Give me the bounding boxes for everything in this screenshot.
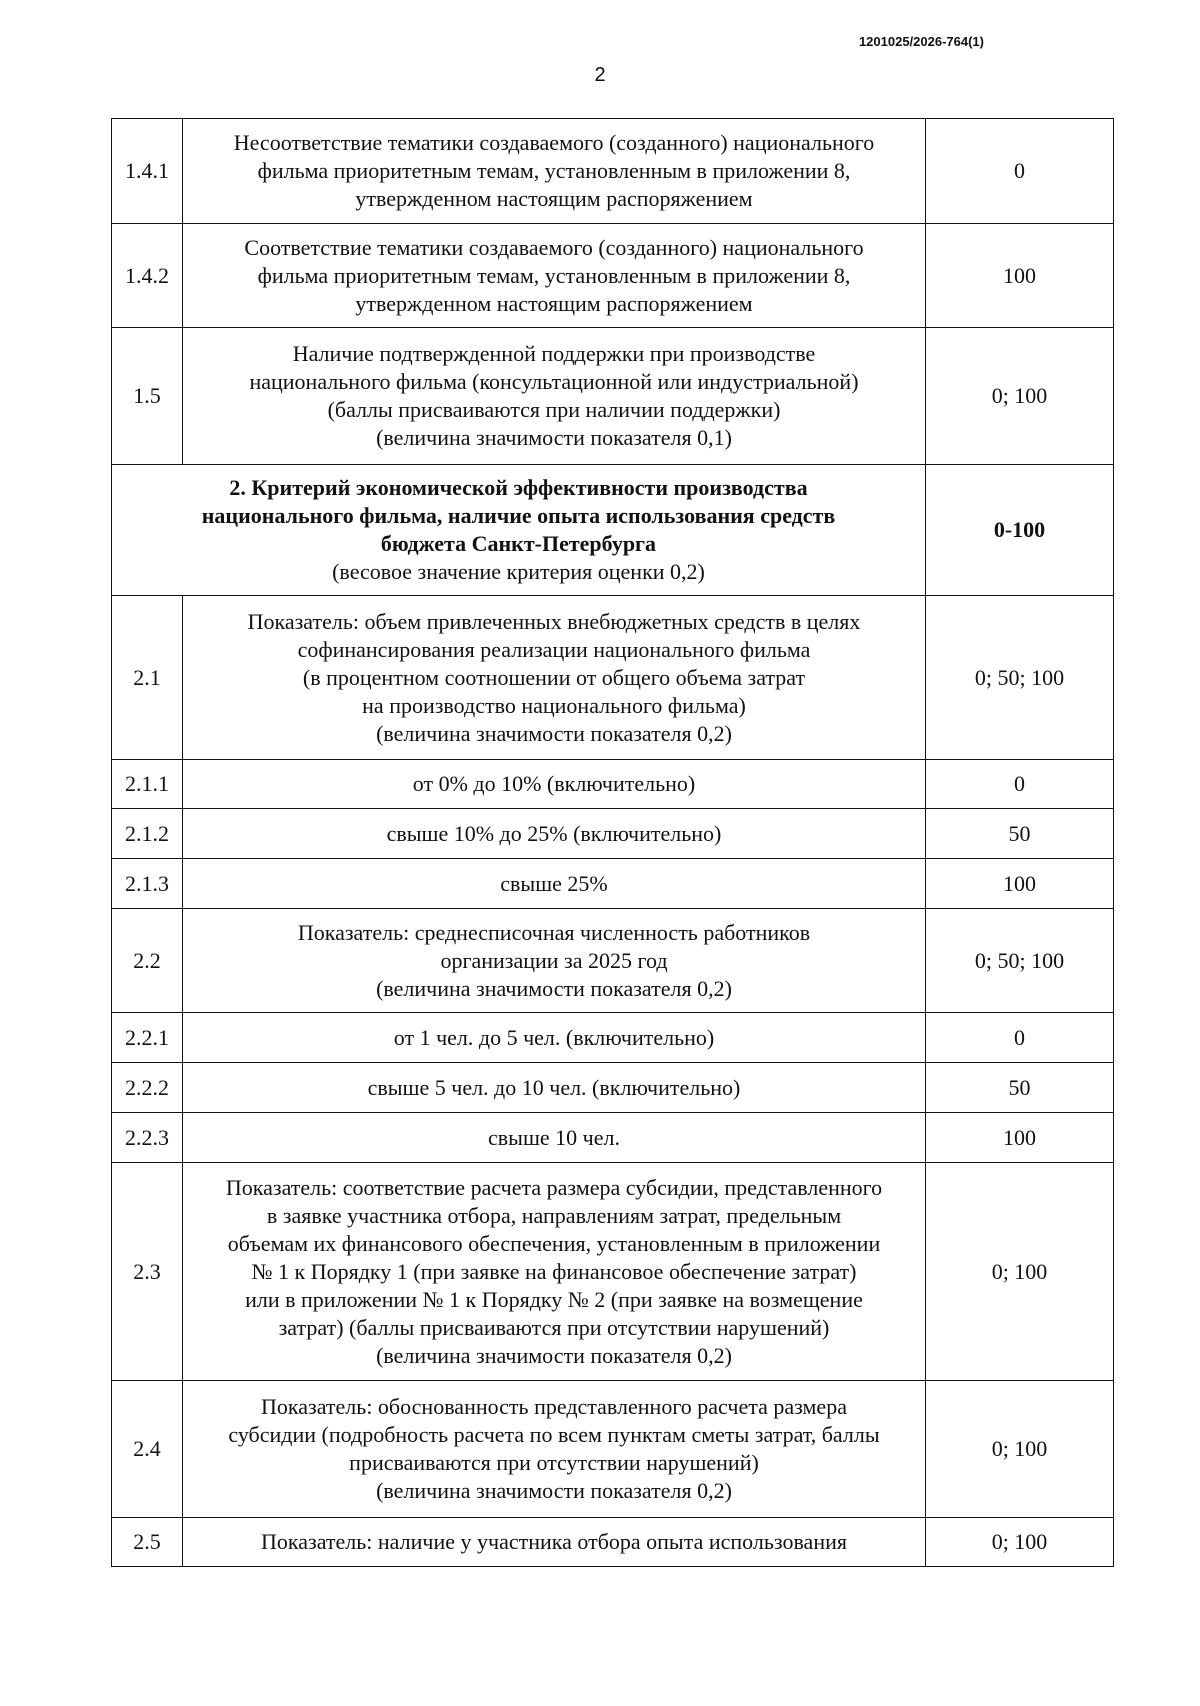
table-row <box>112 1113 1114 1163</box>
text-line: утвержденном настоящим распоряжением <box>355 186 753 211</box>
table-row <box>112 909 1114 1013</box>
text-line: Несоответствие тематики создаваемого (созданного) национального <box>233 130 875 155</box>
text-line: Показатель: соответствие расчета размера субсидии, представленного <box>225 1174 883 1200</box>
row-score: 0 <box>926 119 1114 224</box>
text-line: объемам их финансового обеспечения, установленным в приложении <box>227 1230 881 1256</box>
text-line: свыше 5 чел. до 10 чел. (включительно) <box>367 1074 741 1100</box>
text-line: от 0% до 10% (включительно) <box>412 771 696 796</box>
table-row <box>112 596 1114 760</box>
row-description <box>183 1063 926 1113</box>
text-line: фильма приоритетным темам, установленным в приложении 8, <box>257 158 851 183</box>
text-line: национального фильма (консультационной или индустриальной) <box>249 369 859 394</box>
text-line: от 1 чел. до 5 чел. (включительно) <box>393 1024 715 1050</box>
row-score: 50 <box>926 809 1114 859</box>
text-line: (величина значимости показателя 0,2) <box>376 975 732 1001</box>
text-line: (величина значимости показателя 0,1) <box>376 425 732 450</box>
text-line: свыше 10 чел. <box>488 1124 620 1150</box>
row-score: 100 <box>926 859 1114 909</box>
text-line: (величина значимости показателя 0,2) <box>376 1478 732 1503</box>
table-row <box>112 760 1114 809</box>
text-line: № 1 к Порядку 1 (при заявке на финансовое обеспечение затрат) <box>251 1258 857 1284</box>
text-line: в заявке участника отбора, направлениям затрат, предельным <box>266 1202 842 1228</box>
text-line: Показатель: обоснованность представленного расчета размера <box>261 1394 847 1419</box>
table-row <box>112 119 1114 224</box>
text-line: фильма приоритетным темам, установленным в приложении 8, <box>257 262 851 288</box>
section-title-line: 2. Критерий экономической эффективности производства <box>229 475 808 500</box>
row-score: 100 <box>926 1113 1114 1163</box>
text-line: Показатель: среднесписочная численность работников <box>297 919 811 945</box>
text-line: на производство национального фильма) <box>362 692 746 718</box>
text-line: Соответствие тематики создаваемого (созданного) национального <box>244 234 864 260</box>
row-number: 2.1.1 <box>112 760 183 809</box>
text-line: (величина значимости показателя 0,2) <box>376 1342 732 1368</box>
row-score: 0; 50; 100 <box>926 596 1114 760</box>
section-title-line: бюджета Санкт-Петербурга <box>380 531 657 556</box>
row-description <box>183 1113 926 1163</box>
row-score: 0; 100 <box>926 1518 1114 1567</box>
table-row <box>112 1063 1114 1113</box>
row-number: 2.1.2 <box>112 809 183 859</box>
page-number: 2 <box>594 64 606 86</box>
row-description <box>183 328 926 465</box>
row-number: 2.1.3 <box>112 859 183 909</box>
table-row <box>112 224 1114 328</box>
row-number: 2.2 <box>112 909 183 1013</box>
section-header-row <box>112 465 1114 596</box>
table-row <box>112 859 1114 909</box>
text-line: субсидии (подробность расчета по всем пунктам сметы затрат, баллы <box>228 1422 880 1447</box>
row-number: 2.1 <box>112 596 183 760</box>
row-score: 0; 50; 100 <box>926 909 1114 1013</box>
row-description <box>183 859 926 909</box>
text-line: Наличие подтвержденной поддержки при производстве <box>292 341 816 366</box>
row-description <box>183 1013 926 1063</box>
row-score: 0 <box>926 760 1114 809</box>
table-row <box>112 1381 1114 1518</box>
row-score: 100 <box>926 224 1114 328</box>
text-line: (в процентном соотношении от общего объема затрат <box>302 664 806 690</box>
text-line: софинансирования реализации национального фильма <box>297 636 811 662</box>
table-row <box>112 1163 1114 1381</box>
row-description <box>183 1381 926 1518</box>
text-line: Показатель: наличие у участника отбора опыта использования <box>261 1529 847 1554</box>
table-row <box>112 328 1114 465</box>
row-number: 2.2.2 <box>112 1063 183 1113</box>
table-row <box>112 1013 1114 1063</box>
row-description <box>183 809 926 859</box>
row-score: 0; 100 <box>926 328 1114 465</box>
table-row <box>112 809 1114 859</box>
section-title <box>112 465 926 596</box>
row-number: 2.3 <box>112 1163 183 1381</box>
section-weight-note: (весовое значение критерия оценки 0,2) <box>332 559 705 584</box>
row-description <box>183 1518 926 1567</box>
row-number: 1.4.1 <box>112 119 183 224</box>
row-score: 50 <box>926 1063 1114 1113</box>
section-score-range: 0-100 <box>926 465 1114 596</box>
text-line: присваиваются при отсутствии нарушений) <box>349 1450 759 1475</box>
document-id: 1201025/2026-764(1) <box>858 34 984 49</box>
text-line: затрат) (баллы присваиваются при отсутствии нарушений) <box>278 1314 830 1340</box>
row-description <box>183 119 926 224</box>
section-title-line: национального фильма, наличие опыта использования средств <box>201 503 836 528</box>
row-number: 1.4.2 <box>112 224 183 328</box>
row-description <box>183 596 926 760</box>
row-description <box>183 1163 926 1381</box>
row-number: 2.5 <box>112 1518 183 1567</box>
text-line: организации за 2025 год <box>440 947 668 973</box>
row-score: 0 <box>926 1013 1114 1063</box>
row-score: 0; 100 <box>926 1163 1114 1381</box>
text-line: или в приложении № 1 к Порядку № 2 (при заявке на возмещение <box>245 1286 863 1312</box>
text-line: Показатель: объем привлеченных внебюджетных средств в целях <box>247 608 861 634</box>
row-number: 1.5 <box>112 328 183 465</box>
row-score: 0; 100 <box>926 1381 1114 1518</box>
row-number: 2.4 <box>112 1381 183 1518</box>
row-number: 2.2.3 <box>112 1113 183 1163</box>
row-description <box>183 909 926 1013</box>
table-row <box>112 1518 1114 1567</box>
text-line: (величина значимости показателя 0,2) <box>376 720 732 746</box>
criteria-table <box>111 118 1114 1567</box>
row-number: 2.2.1 <box>112 1013 183 1063</box>
row-description <box>183 760 926 809</box>
text-line: свыше 10% до 25% (включительно) <box>386 820 722 846</box>
text-line: утвержденном настоящим распоряжением <box>355 290 753 316</box>
row-description <box>183 224 926 328</box>
text-line: (баллы присваиваются при наличии поддержки) <box>327 397 781 422</box>
text-line: свыше 25% <box>500 870 608 896</box>
